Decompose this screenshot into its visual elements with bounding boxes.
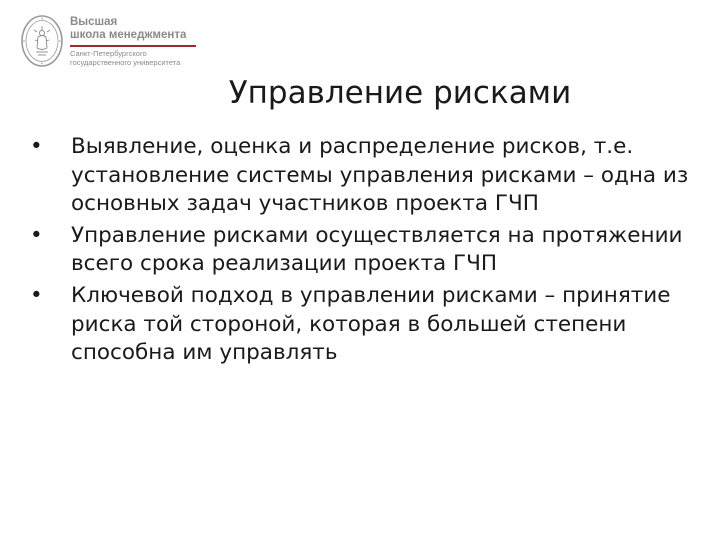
- bullet-item: [30, 282, 690, 368]
- bullet-item: [30, 222, 690, 279]
- logo-divider: [70, 45, 196, 47]
- logo-line-2: школа менеджмента: [70, 29, 187, 41]
- university-seal-icon: [20, 14, 64, 68]
- bullet-text: Управление рисками осуществляется на протяжении всего срока реализации проекта ГЧП: [71, 222, 683, 277]
- logo-line-1: Высшая: [70, 16, 118, 28]
- bullet-list: [30, 133, 690, 371]
- slide-title: Управление рисками: [228, 75, 572, 111]
- bullet-marker: •: [30, 282, 43, 308]
- bullet-text: Ключевой подход в управлении рисками – принятие риска той стороной, которая в большей степени способна им управлять: [71, 282, 671, 366]
- bullet-marker: •: [30, 222, 43, 248]
- bullet-item: [30, 133, 690, 219]
- logo-wordmark: [70, 16, 210, 67]
- logo-line-4: государственного университета: [70, 58, 181, 67]
- logo: [20, 14, 210, 70]
- bullet-marker: •: [30, 134, 43, 159]
- logo-line-3: Санкт-Петербургского: [70, 49, 147, 58]
- bullet-text: Выявление, оценка и распределение рисков, т.е. установление системы управления рисками – одна из основных задач участников проекта ГЧП: [71, 134, 689, 217]
